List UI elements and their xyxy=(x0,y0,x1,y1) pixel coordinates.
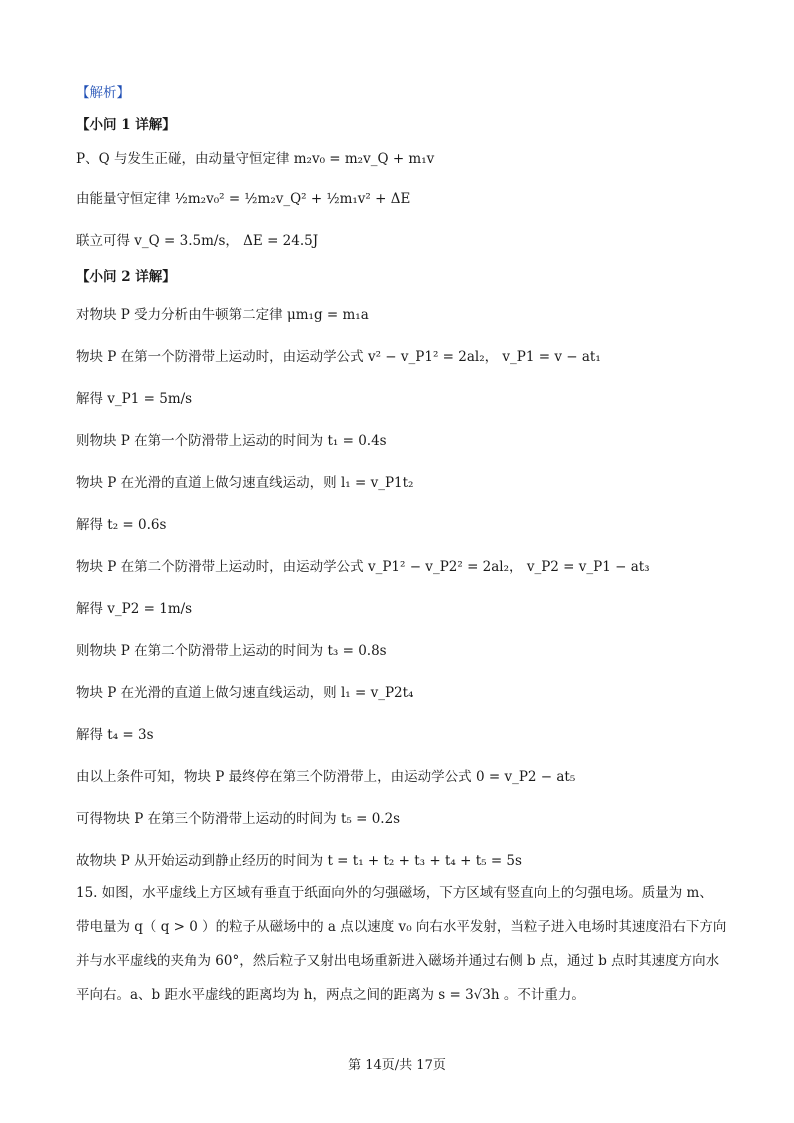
sub2-line-10: 物块 P 在光滑的直道上做匀速直线运动，则 l₁ = v_P2t₄ xyxy=(76,685,414,701)
sub2-line-3: 解得 v_P1 = 5m/s xyxy=(76,391,193,407)
question-15-line-4: 平向右。a、b 距水平虚线的距离均为 h，两点之间的距离为 s = 3√3h 。不计重力。 xyxy=(76,987,585,1003)
sub2-line-4: 则物块 P 在第一个防滑带上运动的时间为 t₁ = 0.4s xyxy=(76,433,387,449)
sub2-line-2: 物块 P 在第一个防滑带上运动时，由运动学公式 v² − v_P1² = 2al₂， v_P1 = v − at₁ xyxy=(76,349,601,365)
sub2-line-11: 解得 t₄ = 3s xyxy=(76,727,154,743)
sub2-line-9: 则物块 P 在第二个防滑带上运动的时间为 t₃ = 0.8s xyxy=(76,643,387,659)
sub1-energy-line: 由能量守恒定律 ½m₂v₀² = ½m₂v_Q² + ½m₁v² + ΔE xyxy=(76,191,411,207)
subquestion-1-header: 【小问 1 详解】 xyxy=(76,117,176,133)
sub2-line-8: 解得 v_P2 = 1m/s xyxy=(76,601,193,617)
sub2-line-6: 解得 t₂ = 0.6s xyxy=(76,517,167,533)
analysis-label: 【解析】 xyxy=(76,85,130,101)
question-15-line-2: 带电量为 q（ q > 0 ）的粒子从磁场中的 a 点以速度 v₀ 向右水平发射，当粒子进入电场时其速度沿右下方向 xyxy=(76,919,727,935)
sub1-result-line: 联立可得 v_Q = 3.5m/s， ΔE = 24.5J xyxy=(76,233,319,249)
sub2-line-14: 故物块 P 从开始运动到静止经历的时间为 t = t₁ + t₂ + t₃ + t₄ + t₅ = 5s xyxy=(76,853,522,869)
sub2-line-5: 物块 P 在光滑的直道上做匀速直线运动，则 l₁ = v_P1t₂ xyxy=(76,475,414,491)
question-15-line-3: 并与水平虚线的夹角为 60°，然后粒子又射出电场重新进入磁场并通过右侧 b 点，通过 b 点时其速度方向水 xyxy=(76,953,720,969)
subquestion-2-header: 【小问 2 详解】 xyxy=(76,269,176,285)
question-15-line-1: 15. 如图，水平虚线上方区域有垂直于纸面向外的匀强磁场，下方区域有竖直向上的匀强电场。质量为 m、 xyxy=(76,885,713,901)
page-footer: 第 14页/共 17页 xyxy=(348,1058,446,1073)
sub2-line-13: 可得物块 P 在第三个防滑带上运动的时间为 t₅ = 0.2s xyxy=(76,811,401,827)
sub1-momentum-line: P、Q 与发生正碰，由动量守恒定律 m₂v₀ = m₂v_Q + m₁v xyxy=(76,151,435,167)
sub2-line-12: 由以上条件可知，物块 P 最终停在第三个防滑带上，由运动学公式 0 = v_P2 − at₅ xyxy=(76,769,576,785)
sub2-line-1: 对物块 P 受力分析由牛顿第二定律 μm₁g = m₁a xyxy=(76,307,369,323)
sub2-line-7: 物块 P 在第二个防滑带上运动时，由运动学公式 v_P1² − v_P2² = 2al₂， v_P2 = v_P1 − at₃ xyxy=(76,559,650,575)
